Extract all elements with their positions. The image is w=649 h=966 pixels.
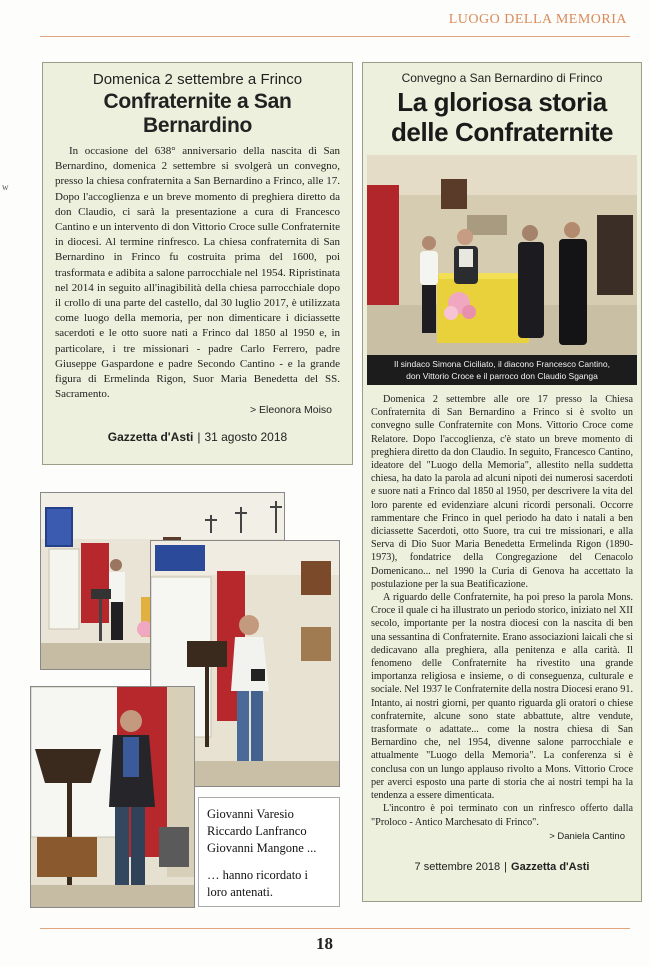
event-photo-scene (367, 155, 637, 385)
article-kicker: Domenica 2 settembre a Frinco (92, 71, 303, 88)
article-body: In occasione del 638° anniversario della nascita di San Bernardino, domenica 2 settembre si svolgerà un convegno, presso la chiesa confraternita a San Bernardino a Frinco, alle 17. Dopo l'accoglienza e un breve momento di preghiera diretto da don Claudio, ci sarà la presentazione a cura di Francesco Cantino e un intervento di don Vittorio Croce sulle Confraternite in diocesi. Al termine rinfresco. La chiesa confraternita di San Bernardino in Frinco fu costruita prima del 1600, poi trasformata e adibita a salone parrocchiale nel 1954. Ripristinata nel 2014 in seguito all'inagibilità della chiesa parrocchiale dopo il crollo di una parte del castello, dal 30 luglio 2017, è utilizzata come luogo della memoria, per non dimenticare i diciassette sacerdoti e le otto suore nati a Frinco dal 1850 al 1950 e, in particolare, i tre missionari - padre Carlo Ferrero, padre Giuseppe Gaspardone e padre Secondo Cantino - e la grande figura di Ermelinda Rigon, Suor Maria Benedetta del SS. Sacramento. (55, 145, 340, 401)
source-paper: Gazzetta d'Asti (511, 861, 590, 873)
headline-line-1: La gloriosa storia (397, 87, 607, 117)
article-signature: > Eleonora Moiso (249, 404, 332, 417)
photo-speaker-microphone (30, 686, 195, 908)
article-kicker: Convegno a San Bernardino di Frinco (401, 71, 603, 85)
article-source: Gazzetta d'Asti | 31 agosto 2018 (107, 430, 288, 444)
article-paragraph: Domenica 2 settembre alle ore 17 presso la Chiesa Confraternita di San Bernardino a Frinco si è svolto un convegno sulle Confraternite con Mons. Vittorio Croce come Relatore. Dopo l'accoglienza, c'è stato un breve momento di preghiera diretto da don Claudio. In seguito, Francesco Cantino, ideatore del "Luogo della Memoria", allestito nella suddetta chiesa, ha dato la parola ad alcuni nipoti dei numerosi sacerdoti e suore nati a Frinco dal 1850 al 1950, per descrivere la vita del loro parente ed evidenziare alcuni ricordi personali. Occorre rammentare che Frinco in quel periodo ha dato i natali a ben diciassette Sacerdoti, otto Suore, tra cui tre missionari, e alla Serva di Dio Suor Maria Benedetta Ermelinda Rigon (1890-1973), fondatrice della Congregazione del Cenacolo Domenicano... nel 1990 la Curia di Genova ha accettato la postulazione per la sua Beatificazione. (371, 394, 633, 590)
edge-mark: w (2, 182, 9, 192)
footer-divider (40, 928, 630, 929)
article-headline (367, 87, 637, 147)
source-date: 31 agosto 2018 (204, 430, 288, 444)
article-clipping-report (362, 62, 642, 902)
article-paragraph: A riguardo delle Confraternite, ha poi preso la parola Mons. Croce il quale ci ha illustrato un periodo storico, iniziato nel XII secolo, importante per la nostra diocesi con la nascita di ben una sessantina di Confraternite. Erano associazioni laicali che si dedicavano alla preghiera, alla penitenza e alla carità. Il fenomeno delle Confraternite ha rivestito una grande importanza religiosa e insieme, o di conseguenza, culturale e sociale. Nel 1937 le Confraternite della nostra Diocesi erano 91. Intanto, ai nostri giorni, per quanto riguarda gli oratori o chiese confraternite, alcune sono state abbattute, altre vendute, trasformate o adattate... come la nostra chiesa di San Bernardino che, nel 1954, divenne salone parrocchiale e attualmente "Luogo della Memoria". La conferenza si è conclusa con un lungo applauso rivolto a Mons. Vittorio Croce per averci esposto una parte di storia che ai nostri tempi ha la tendenza a essere dimenticata. (371, 592, 633, 802)
article-signature: > Daniela Cantino (549, 830, 625, 842)
source-date: 7 settembre 2018 (414, 861, 501, 873)
article-clipping-announcement (42, 62, 353, 465)
name-item: Giovanni Mangone ... (207, 841, 317, 855)
headline-line-2: delle Confraternite (390, 117, 614, 147)
photo-caption-box (198, 797, 340, 907)
article-body (367, 393, 637, 829)
caption-note: … hanno ricordato i loro antenati. (207, 868, 309, 899)
event-photo (367, 155, 637, 385)
page-number: 18 (316, 934, 333, 953)
photo-caption-line-1: Il sindaco Simona Ciciliato, il diacono Francesco Cantino, (394, 359, 610, 369)
source-paper: Gazzetta d'Asti (107, 430, 194, 444)
article-source: 7 settembre 2018 | Gazzetta d'Asti (414, 861, 590, 873)
names-list (207, 806, 331, 857)
name-item: Riccardo Lanfranco (207, 824, 307, 838)
photo-caption (367, 355, 637, 385)
photo-caption-line-2: don Vittorio Croce e il parroco don Claudio Sganga (406, 371, 598, 381)
section-title: LUOGO DELLA MEMORIA (448, 12, 627, 27)
article-paragraph: L'incontro è poi terminato con un rinfresco offerto dalla "Proloco - Antico Marchesato di Frinco". (371, 803, 633, 828)
header-divider (40, 36, 630, 37)
name-item: Giovanni Varesio (207, 807, 294, 821)
article-headline: Confraternite a San Bernardino (103, 90, 292, 137)
